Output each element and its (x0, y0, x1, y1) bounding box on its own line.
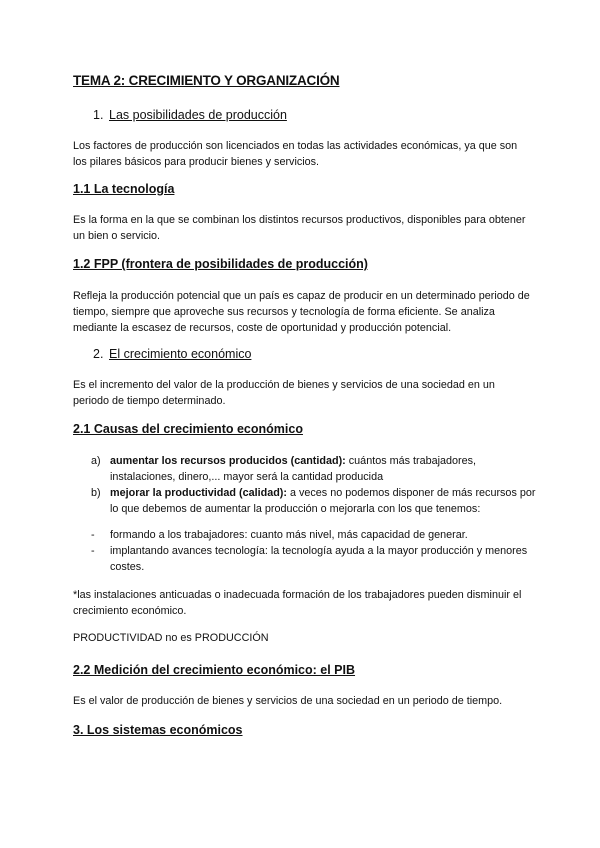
dash-item-2 (73, 543, 528, 575)
section-2-1-heading: 2.1 Causas del crecimiento económico (73, 422, 303, 436)
dash-item-1 (73, 527, 513, 543)
list-marker: - (91, 545, 95, 557)
remark: PRODUCTIVIDAD no es PRODUCCIÓN (73, 632, 269, 644)
section-number: 1. (93, 108, 104, 122)
list-text (110, 453, 540, 485)
section-1-1-paragraph: Es la forma en la que se combinan los distintos recursos productivos, disponibles para obtener un bien o servicio. (73, 214, 526, 243)
section-1-2-paragraph: Refleja la producción potencial que un país es capaz de producir en un determinado periodo de tiempo, siempre que aproveche sus recursos y tecnología de forma eficiente. Se analiza mediante la escasez de recursos, coste de oportunidad y producción potencial. (73, 290, 530, 335)
section-title: El crecimiento económico (109, 347, 252, 361)
section-2-heading (73, 347, 473, 363)
section-2-2-paragraph: Es el valor de producción de bienes y servicios de una sociedad en un periodo de tiempo. (73, 695, 503, 707)
list-marker: a) (91, 455, 101, 467)
section-1-1-heading: 1.1 La tecnología (73, 182, 175, 196)
list-body: cuántos más trabajadores, instalaciones, dinero,... mayor será la cantidad producida (110, 455, 477, 484)
section-1-paragraph: Los factores de producción son licenciados en todas las actividades económicas, ya que son los pilares básicos para producir bienes y servicios. (73, 140, 518, 169)
page-title: TEMA 2: CRECIMIENTO Y ORGANIZACIÓN (73, 73, 340, 88)
section-title: Las posibilidades de producción (109, 108, 287, 122)
section-number: 2. (93, 347, 104, 361)
list-bold-lead: aumentar los recursos producidos (cantidad): (110, 455, 346, 467)
list-text: formando a los trabajadores: cuanto más nivel, más capacidad de generar. (110, 529, 468, 541)
list-marker: - (91, 529, 95, 541)
list-item-b (73, 485, 536, 517)
list-item-a (73, 453, 513, 485)
list-text: implantando avances tecnología: la tecnología ayuda a la mayor producción y menores costes. (110, 545, 528, 574)
section-3-heading: 3. Los sistemas económicos (73, 723, 243, 737)
list-text (110, 485, 540, 517)
section-1-2-heading: 1.2 FPP (frontera de posibilidades de producción) (73, 257, 368, 271)
footnote: *las instalaciones anticuadas o inadecuada formación de los trabajadores pueden disminuir el crecimiento económico. (73, 589, 522, 618)
list-marker: b) (91, 487, 101, 499)
list-bold-lead: mejorar la productividad (calidad): (110, 487, 287, 499)
list-body: a veces no podemos disponer de más recursos por lo que debemos de aumentar la producción o mejorarla con los que tenemos: (110, 487, 536, 516)
section-2-paragraph: Es el incremento del valor de la producción de bienes y servicios de una sociedad en un periodo de tiempo determinado. (73, 379, 495, 408)
section-2-2-heading: 2.2 Medición del crecimiento económico: el PIB (73, 663, 356, 677)
section-1-heading (73, 108, 473, 124)
